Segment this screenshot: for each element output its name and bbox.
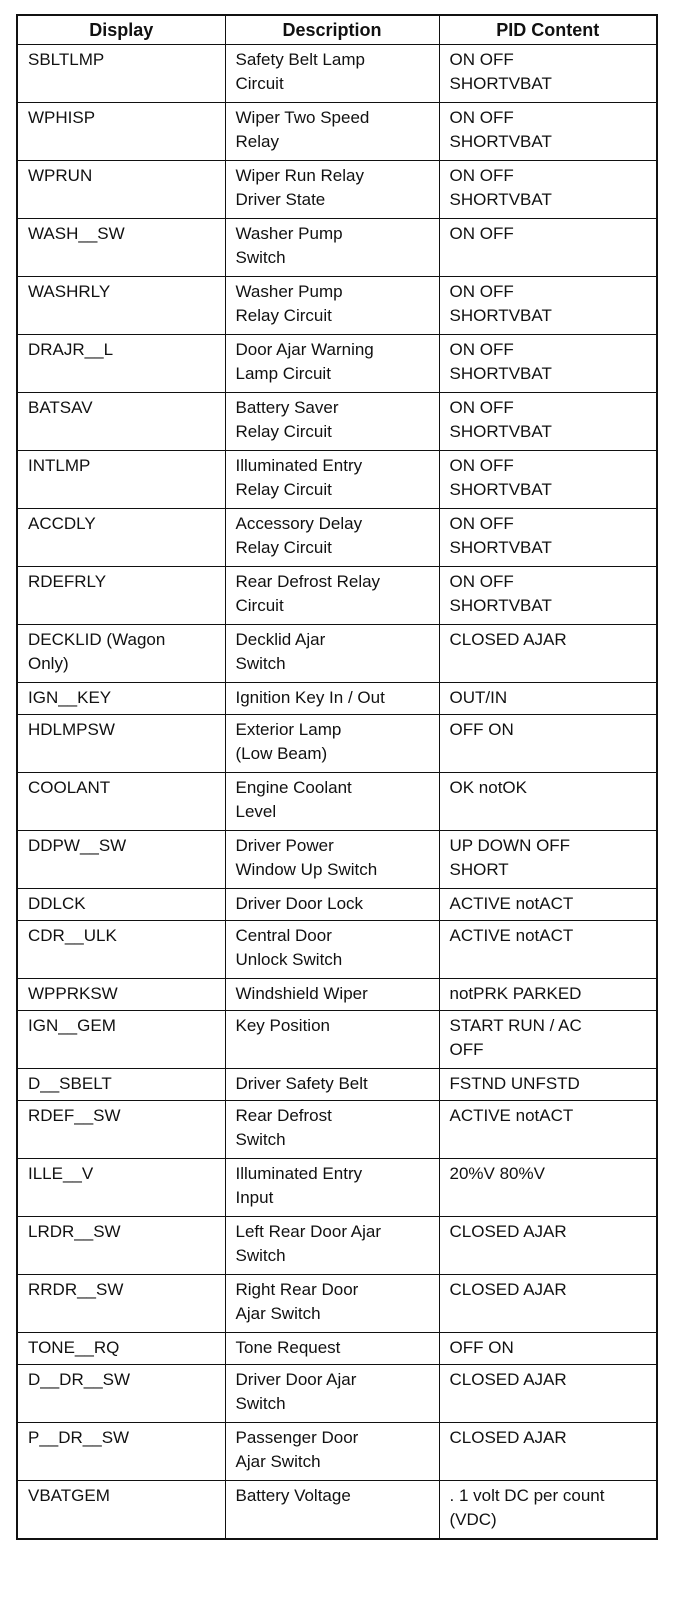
cell-pid-content: OFF ON (439, 1333, 657, 1365)
table-body (17, 45, 657, 1539)
cell-display: WPRUN (17, 161, 225, 219)
table-row (17, 277, 657, 335)
cell-display: TONE__RQ (17, 1333, 225, 1365)
header-description: Description (225, 15, 439, 45)
cell-display: IGN__KEY (17, 683, 225, 715)
cell-pid-content: ON OFF SHORTVBAT (439, 45, 657, 103)
cell-display: RRDR__SW (17, 1275, 225, 1333)
cell-display: IGN__GEM (17, 1011, 225, 1069)
cell-description: Washer Pump Relay Circuit (225, 277, 439, 335)
cell-pid-content: ON OFF SHORTVBAT (439, 451, 657, 509)
cell-display: WPPRKSW (17, 979, 225, 1011)
cell-description: Windshield Wiper (225, 979, 439, 1011)
cell-description: Wiper Run Relay Driver State (225, 161, 439, 219)
cell-display: SBLTLMP (17, 45, 225, 103)
cell-pid-content: CLOSED AJAR (439, 1275, 657, 1333)
table-row (17, 1333, 657, 1365)
table-row (17, 393, 657, 451)
cell-pid-content: . 1 volt DC per count (VDC) (439, 1481, 657, 1539)
cell-display: COOLANT (17, 773, 225, 831)
table-row (17, 1481, 657, 1539)
cell-pid-content: START RUN / AC OFF (439, 1011, 657, 1069)
header-row (17, 15, 657, 45)
table-row (17, 103, 657, 161)
header-pid-content: PID Content (439, 15, 657, 45)
cell-pid-content: ON OFF SHORTVBAT (439, 161, 657, 219)
table-row (17, 219, 657, 277)
table-row (17, 45, 657, 103)
cell-description: Rear Defrost Switch (225, 1101, 439, 1159)
cell-display: WPHISP (17, 103, 225, 161)
cell-pid-content: OFF ON (439, 715, 657, 773)
cell-pid-content: ON OFF (439, 219, 657, 277)
cell-description: Exterior Lamp (Low Beam) (225, 715, 439, 773)
table-row (17, 451, 657, 509)
cell-display: LRDR__SW (17, 1217, 225, 1275)
cell-description: Illuminated Entry Relay Circuit (225, 451, 439, 509)
cell-description: Washer Pump Switch (225, 219, 439, 277)
table-row (17, 509, 657, 567)
cell-pid-content: ON OFF SHORTVBAT (439, 567, 657, 625)
cell-display: D__SBELT (17, 1069, 225, 1101)
cell-description: Driver Door Lock (225, 889, 439, 921)
cell-display: VBATGEM (17, 1481, 225, 1539)
cell-display: RDEFRLY (17, 567, 225, 625)
cell-display: INTLMP (17, 451, 225, 509)
cell-pid-content: ACTIVE notACT (439, 921, 657, 979)
cell-pid-content: ON OFF SHORTVBAT (439, 509, 657, 567)
table-row (17, 1423, 657, 1481)
cell-display: WASHRLY (17, 277, 225, 335)
cell-display: BATSAV (17, 393, 225, 451)
table-row (17, 773, 657, 831)
table-row (17, 1275, 657, 1333)
table-row (17, 625, 657, 683)
cell-pid-content: ACTIVE notACT (439, 889, 657, 921)
cell-description: Illuminated Entry Input (225, 1159, 439, 1217)
table-row (17, 1159, 657, 1217)
cell-display: CDR__ULK (17, 921, 225, 979)
cell-description: Accessory Delay Relay Circuit (225, 509, 439, 567)
cell-description: Driver Safety Belt (225, 1069, 439, 1101)
cell-pid-content: ON OFF SHORTVBAT (439, 277, 657, 335)
table-row (17, 831, 657, 889)
cell-display: HDLMPSW (17, 715, 225, 773)
cell-pid-content: notPRK PARKED (439, 979, 657, 1011)
pid-table (16, 14, 658, 1540)
cell-pid-content: CLOSED AJAR (439, 1217, 657, 1275)
table-row (17, 1101, 657, 1159)
cell-display: DDPW__SW (17, 831, 225, 889)
cell-description: Right Rear Door Ajar Switch (225, 1275, 439, 1333)
cell-description: Rear Defrost Relay Circuit (225, 567, 439, 625)
cell-pid-content: CLOSED AJAR (439, 625, 657, 683)
cell-description: Wiper Two Speed Relay (225, 103, 439, 161)
cell-description: Tone Request (225, 1333, 439, 1365)
cell-pid-content: FSTND UNFSTD (439, 1069, 657, 1101)
cell-pid-content: OUT/IN (439, 683, 657, 715)
header-display: Display (17, 15, 225, 45)
cell-description: Safety Belt Lamp Circuit (225, 45, 439, 103)
cell-display: D__DR__SW (17, 1365, 225, 1423)
cell-display: DDLCK (17, 889, 225, 921)
table-row (17, 567, 657, 625)
cell-pid-content: ON OFF SHORTVBAT (439, 335, 657, 393)
cell-description: Battery Voltage (225, 1481, 439, 1539)
cell-pid-content: ACTIVE notACT (439, 1101, 657, 1159)
cell-display: RDEF__SW (17, 1101, 225, 1159)
cell-description: Driver Door Ajar Switch (225, 1365, 439, 1423)
table-row (17, 889, 657, 921)
cell-description: Driver Power Window Up Switch (225, 831, 439, 889)
table-row (17, 1011, 657, 1069)
table-row (17, 715, 657, 773)
cell-description: Battery Saver Relay Circuit (225, 393, 439, 451)
cell-description: Engine Coolant Level (225, 773, 439, 831)
cell-pid-content: OK notOK (439, 773, 657, 831)
table-row (17, 1069, 657, 1101)
cell-description: Key Position (225, 1011, 439, 1069)
table-header (17, 15, 657, 45)
table-row (17, 161, 657, 219)
table-row (17, 1217, 657, 1275)
table-row (17, 335, 657, 393)
cell-pid-content: CLOSED AJAR (439, 1423, 657, 1481)
cell-pid-content: CLOSED AJAR (439, 1365, 657, 1423)
cell-description: Decklid Ajar Switch (225, 625, 439, 683)
cell-display: DECKLID (Wagon Only) (17, 625, 225, 683)
cell-pid-content: ON OFF SHORTVBAT (439, 103, 657, 161)
cell-description: Left Rear Door Ajar Switch (225, 1217, 439, 1275)
cell-display: WASH__SW (17, 219, 225, 277)
table-row (17, 1365, 657, 1423)
cell-display: DRAJR__L (17, 335, 225, 393)
cell-description: Passenger Door Ajar Switch (225, 1423, 439, 1481)
cell-description: Door Ajar Warning Lamp Circuit (225, 335, 439, 393)
cell-display: ILLE__V (17, 1159, 225, 1217)
cell-description: Central Door Unlock Switch (225, 921, 439, 979)
table-row (17, 683, 657, 715)
cell-pid-content: 20%V 80%V (439, 1159, 657, 1217)
cell-display: ACCDLY (17, 509, 225, 567)
cell-description: Ignition Key In / Out (225, 683, 439, 715)
cell-pid-content: ON OFF SHORTVBAT (439, 393, 657, 451)
table-row (17, 979, 657, 1011)
cell-display: P__DR__SW (17, 1423, 225, 1481)
cell-pid-content: UP DOWN OFF SHORT (439, 831, 657, 889)
table-row (17, 921, 657, 979)
